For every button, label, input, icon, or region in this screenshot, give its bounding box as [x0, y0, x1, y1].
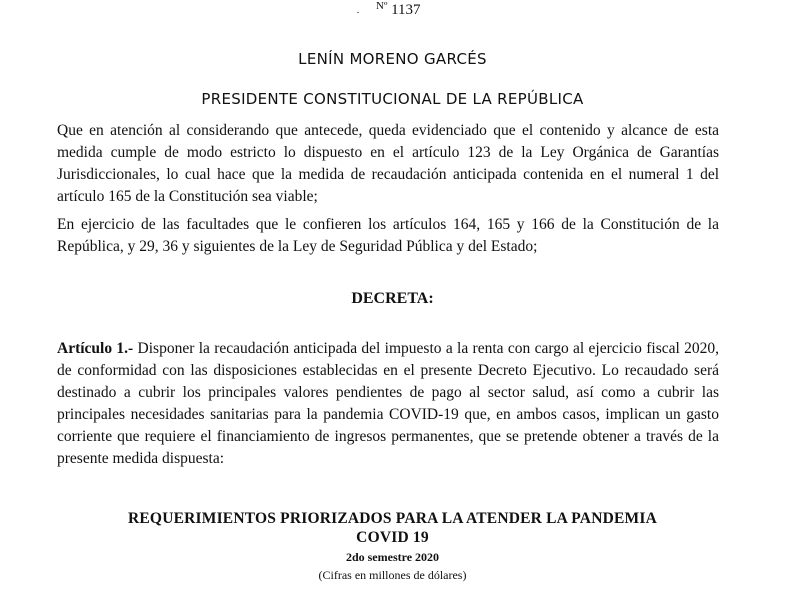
requirements-semester: 2do semestre 2020: [345, 550, 440, 564]
considerando-paragraph: Que en atención al considerando que antecede, queda evidenciado que el contenido y alcance de esta medida cumple de modo estricto lo dispuesto en el artículo 123 de la Ley Orgánica de Garantías Jurisdiccionales, lo cual hace que la medida de recaudación anticipada contenida en el numeral 1 del artículo 165 de la Constitución sea viable;: [57, 122, 719, 205]
decree-number: [376, 2, 421, 19]
article-1-text: Disponer la recaudación anticipada del impuesto a la renta con cargo al ejercicio fiscal 2020, de conformidad con las disposiciones establecidas en el presente Decreto Ejecutivo. Lo recaudado será destinado a cubrir los principales valores pendientes de pago al sector salud, así como a cubrir las principales necesidades sanitarias para la pandemia COVID-19 que, en ambos casos, implican un gasto corriente que requiere el financiamiento de ingresos permanentes, que se pretende obtener a través de la presente medida dispuesta:: [57, 340, 719, 467]
requirements-title-line1: REQUERIMIENTOS PRIORIZADOS PARA LA ATENDER LA PANDEMIA: [128, 510, 657, 527]
number-label: Nº: [376, 0, 388, 12]
ejercicio-paragraph: En ejercicio de las facultades que le confieren los artículos 164, 165 y 166 de la Constitución de la República, y 29, 36 y siguientes de la Ley de Seguridad Pública y del Estado;: [57, 216, 719, 255]
requirements-title-line2: COVID 19: [356, 529, 429, 546]
article-1: [57, 338, 719, 470]
number-value: 1137: [391, 2, 421, 18]
president-name: LENÍN MORENO GARCÉS: [298, 50, 487, 68]
requirements-units: (Cifras en millones de dólares): [318, 568, 467, 582]
requirements-title: [0, 509, 785, 547]
article-1-label: Artículo 1.-: [57, 340, 134, 357]
president-title: PRESIDENTE CONSTITUCIONAL DE LA REPÚBLICA: [201, 90, 584, 108]
scan-speck: [357, 12, 359, 13]
decreta-heading: DECRETA:: [351, 290, 434, 307]
